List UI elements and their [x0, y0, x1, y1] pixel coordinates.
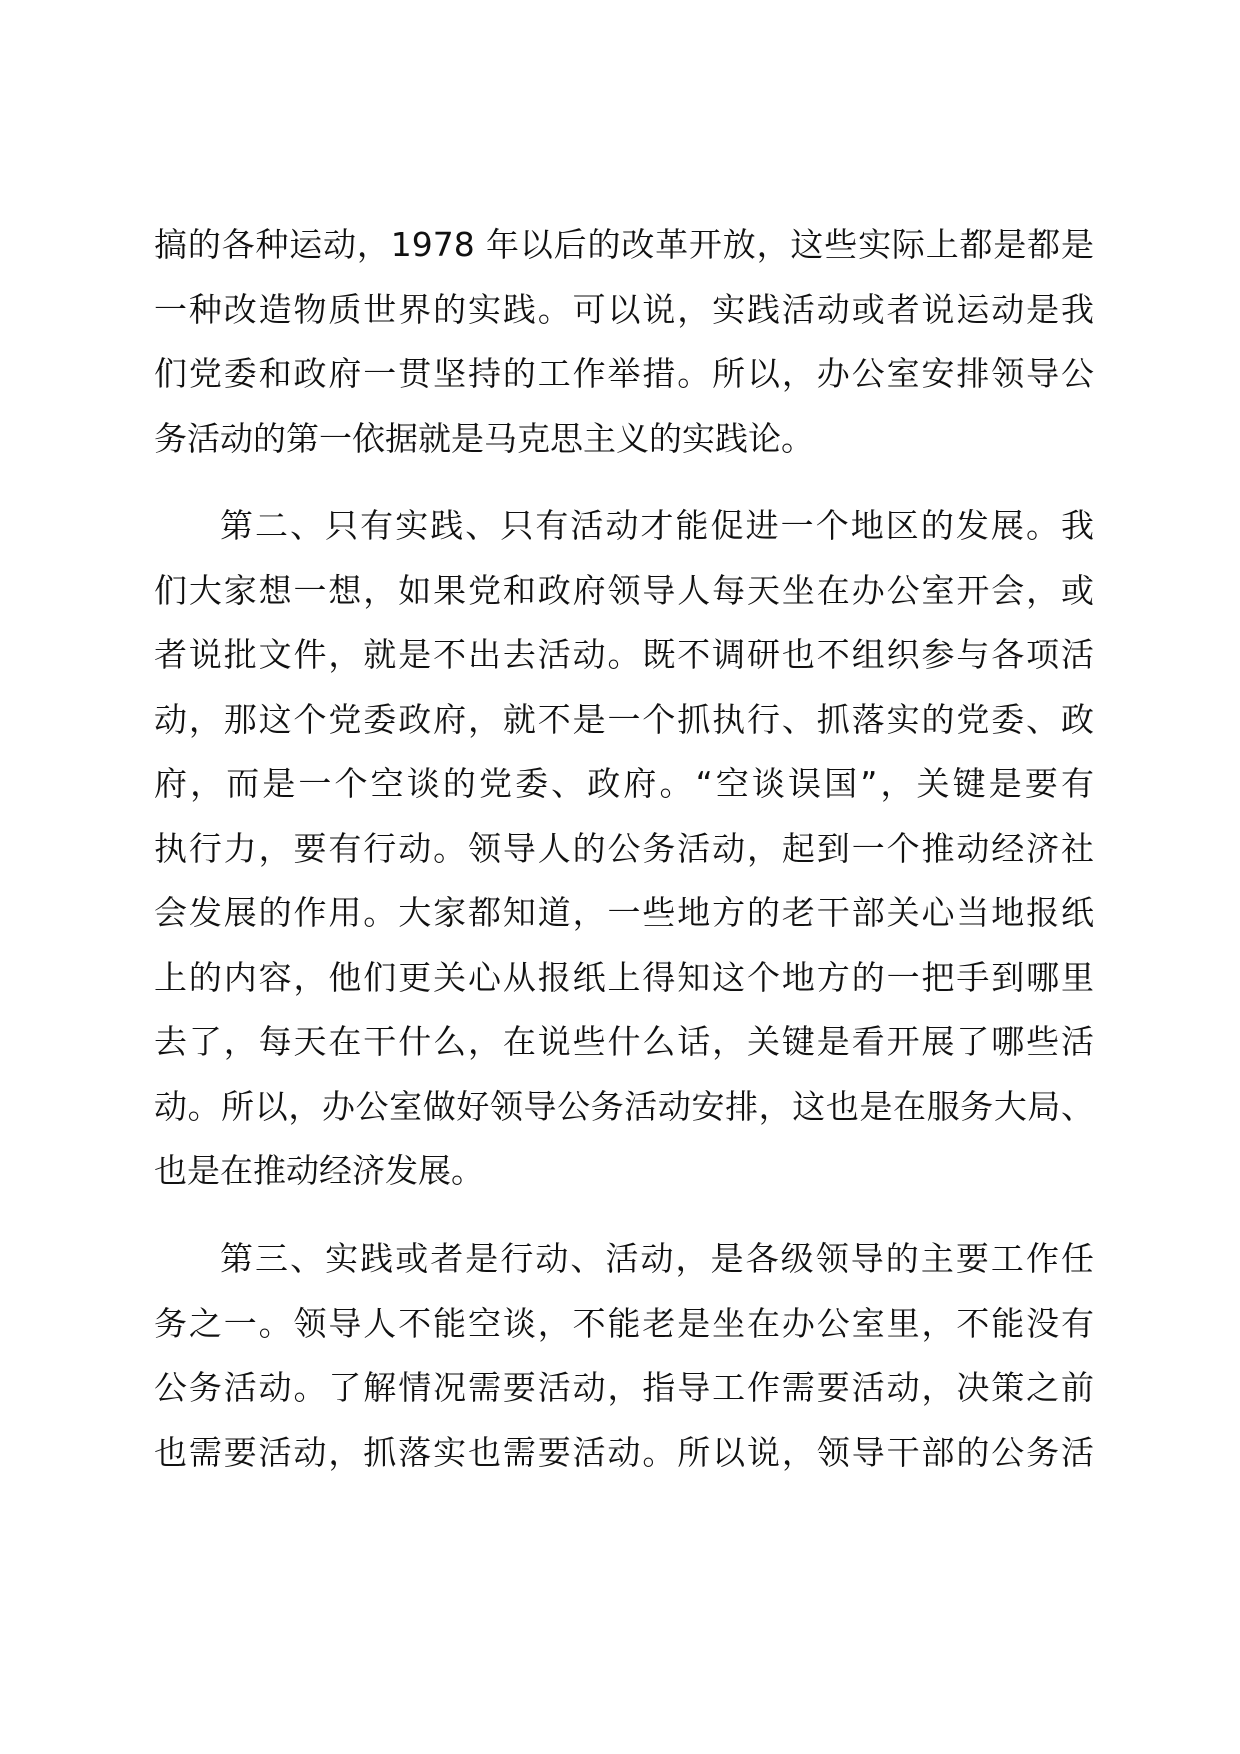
paragraph-line: 务活动的第一依据就是马克思主义的实践论。	[154, 418, 814, 458]
paragraph-line: 务之一。领导人不能空谈，不能老是坐在办公室里，不能没有	[154, 1303, 1094, 1343]
paragraph-line: 者说批文件，就是不出去活动。既不调研也不组织参与各项活	[154, 635, 1094, 674]
paragraph-line: 一种改造物质世界的实践。可以说，实践活动或者说运动是我	[154, 289, 1094, 329]
paragraph-line: 会发展的作用。大家都知道，一些地方的老干部关心当地报纸	[154, 893, 1094, 932]
paragraph-line: 第二、只有实践、只有活动才能促进一个地区的发展。我	[220, 506, 1094, 545]
paragraph-line: 们党委和政府一贯坚持的工作举措。所以，办公室安排领导公	[154, 354, 1094, 393]
paragraph-line: 动，那这个党委政府，就不是一个抓执行、抓落实的党委、政	[154, 699, 1094, 739]
paragraph-line: 搞的各种运动，1978 年以后的改革开放，这些实际上都是都是	[154, 225, 1094, 264]
paragraph-line: 们大家想一想，如果党和政府领导人每天坐在办公室开会，或	[154, 570, 1094, 610]
paragraph-3	[154, 1227, 1094, 1485]
paragraph-line: 也需要活动，抓落实也需要活动。所以说，领导干部的公务活	[154, 1432, 1094, 1472]
paragraph-line: 执行力，要有行动。领导人的公务活动，起到一个推动经济社	[154, 828, 1094, 868]
paragraph-line: 公务活动。了解情况需要活动，指导工作需要活动，决策之前	[154, 1368, 1094, 1407]
paragraph-line: 去了，每天在干什么，在说些什么话，关键是看开展了哪些活	[154, 1022, 1094, 1061]
paragraph-line: 上的内容，他们更关心从报纸上得知这个地方的一把手到哪里	[154, 957, 1094, 997]
paragraph-2	[154, 494, 1094, 1204]
paragraph-1	[154, 213, 1094, 471]
paragraph-line: 也是在推动经济发展。	[154, 1151, 484, 1190]
paragraph-line: 动。所以，办公室做好领导公务活动安排，这也是在服务大局、	[154, 1086, 1094, 1126]
paragraph-line: 府，而是一个空谈的党委、政府。“空谈误国”，关键是要有	[154, 764, 1094, 803]
paragraph-line: 第三、实践或者是行动、活动，是各级领导的主要工作任	[220, 1239, 1094, 1278]
